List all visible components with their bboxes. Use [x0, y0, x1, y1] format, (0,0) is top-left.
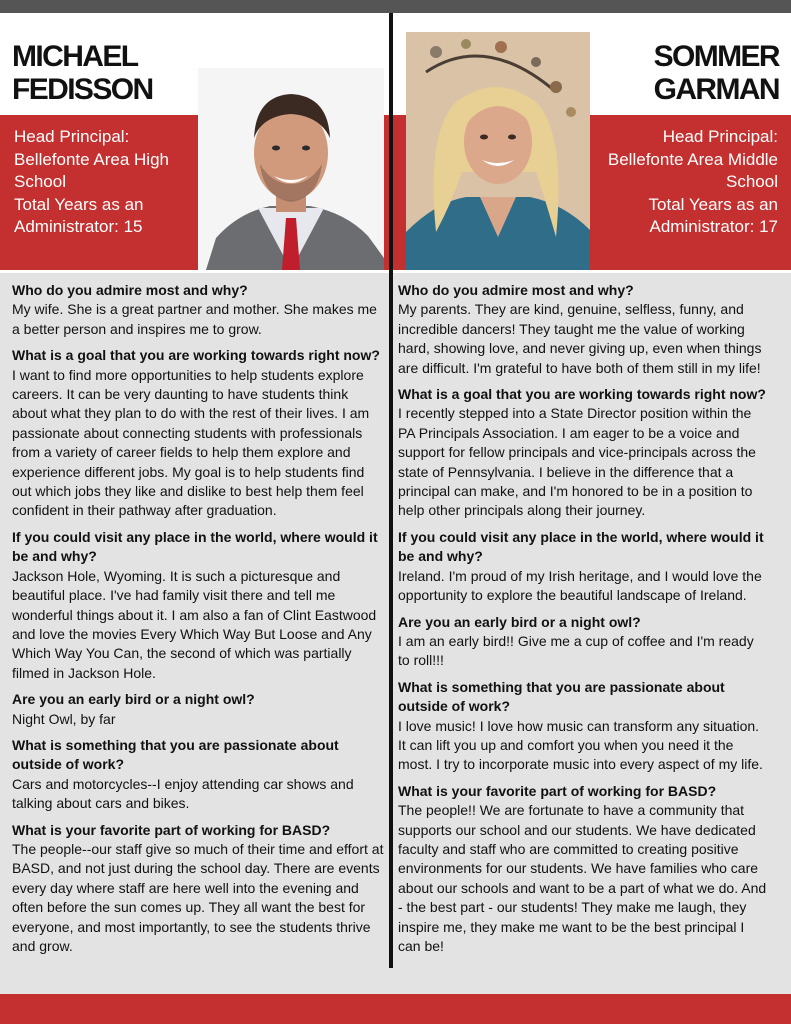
- top-bar: [0, 0, 791, 13]
- qa-item: [398, 385, 768, 521]
- left-info-line: Total Years as an: [14, 194, 144, 214]
- answer: I want to find more opportunities to help students explore careers. It can be very daunting to have students think about what they plan to do with the rest of their lives. I am passionate about connecting students with professionals from a variety of career fields to help them explore and experience different jobs. My goal is to help students find out which jobs they like and dislike to best help them feel confident in their pathway after graduation.: [12, 366, 370, 519]
- qa-item: [398, 613, 768, 671]
- qa-item: [398, 782, 768, 957]
- right-info-line: Total Years as an: [648, 194, 778, 214]
- left-info-line: Administrator: 15: [14, 217, 143, 236]
- right-name-last: GARMAN: [653, 73, 779, 106]
- answer: I recently stepped into a State Director position within the PA Principals Association. I am eager to be a voice and support for fellow principals and vice-principals across the state of Pennsylvania. I believe in the difference that a principal can make, and I'm honored to be in a position to help other principals along their journey.: [398, 405, 756, 519]
- right-info-line: Head Principal:: [662, 127, 778, 146]
- qa-item: [12, 528, 384, 683]
- qa-item: [12, 736, 384, 814]
- question: Who do you admire most and why?: [398, 282, 634, 298]
- right-info-line: School: [726, 172, 778, 191]
- column-divider: [389, 13, 393, 968]
- answer: The people!! We are fortunate to have a community that supports our school and our students. We have dedicated faculty and staff who are committed to creating positive environments for our students. We have families who care about our schools and want to be a part of what we do. And - the best part - our students! They make me laugh, they inspire me, they make me want to be the best principal I can be!: [398, 802, 767, 954]
- left-principal-name: [12, 40, 153, 106]
- left-photo-frame: [384, 115, 406, 270]
- qa-item: [12, 281, 384, 339]
- left-principal-photo: [198, 68, 384, 270]
- left-info-line: School: [14, 172, 66, 191]
- bottom-bar: [0, 994, 791, 1024]
- answer: I am an early bird!! Give me a cup of coffee and I'm ready to roll!!!: [398, 632, 754, 669]
- answer: The people--our staff give so much of their time and effort at BASD, and not just during the school day. There are events every day where staff are here well into the evening and often before the sun comes up. They all want the best for everyone, and most importantly, to see the students thrive and grow.: [12, 840, 384, 954]
- left-name-last: FEDISSON: [12, 73, 153, 106]
- right-principal-info: [578, 126, 778, 239]
- right-qa-column: [398, 281, 768, 963]
- question: If you could visit any place in the world, where would it be and why?: [12, 528, 378, 565]
- answer: My wife. She is a great partner and mother. She makes me a better person and inspires me to grow.: [12, 301, 377, 337]
- left-info-line: Head Principal:: [14, 127, 130, 146]
- right-name-first: SOMMER: [653, 40, 779, 73]
- question: What is something that you are passionate about outside of work?: [398, 678, 725, 715]
- right-principal-name: [654, 40, 779, 106]
- answer: I love music! I love how music can transform any situation. It can lift you up and comfort you when you need it the most. I try to incorporate music into every aspect of my life.: [398, 717, 763, 773]
- answer: Cars and motorcycles--I enjoy attending car shows and talking about cars and bikes.: [12, 775, 354, 812]
- qa-item: [12, 346, 384, 521]
- question: Are you an early bird or a night owl?: [12, 691, 255, 708]
- answer: Night Owl, by far: [12, 710, 116, 727]
- left-info-line: Bellefonte Area High: [14, 149, 169, 169]
- right-info-line: Administrator: 17: [649, 217, 778, 236]
- qa-item: [398, 528, 768, 606]
- question: If you could visit any place in the world, where would it be and why?: [398, 528, 764, 565]
- qa-item: [12, 690, 384, 729]
- question: What is your favorite part of working for BASD?: [12, 821, 331, 838]
- left-qa-column: [12, 281, 384, 963]
- question: What is a goal that you are working towards right now?: [398, 386, 766, 403]
- question: Are you an early bird or a night owl?: [398, 613, 641, 630]
- answer: Jackson Hole, Wyoming. It is such a picturesque and beautiful place. I've had family visit there and tell me wonderful things about it. I am also a fan of Clint Eastwood and love the movies Every Which Way But Loose and Any Which Way You Can, the second of which was partially filmed in Jackson Hole.: [12, 567, 377, 681]
- qa-item: [398, 678, 768, 775]
- answer: My parents. They are kind, genuine, selfless, funny, and incredible dancers! They taught me the value of working hard, showing love, and never giving up, even when things are difficult. I'm grateful to have both of them still in my life!: [398, 301, 762, 376]
- qa-item: [12, 821, 384, 957]
- question: Who do you admire most and why?: [12, 282, 248, 298]
- right-info-line: Bellefonte Area Middle: [607, 149, 778, 169]
- answer: Ireland. I'm proud of my Irish heritage, and I would love the opportunity to explore the beautiful landscape of Ireland.: [398, 567, 762, 604]
- qa-item: [398, 281, 768, 378]
- question: What is your favorite part of working for BASD?: [398, 782, 717, 799]
- left-name-first: MICHAEL: [12, 40, 138, 73]
- right-principal-photo: [406, 32, 590, 270]
- question: What is something that you are passionate about outside of work?: [12, 736, 339, 773]
- question: What is a goal that you are working towards right now?: [12, 347, 380, 364]
- left-principal-info: [14, 126, 194, 239]
